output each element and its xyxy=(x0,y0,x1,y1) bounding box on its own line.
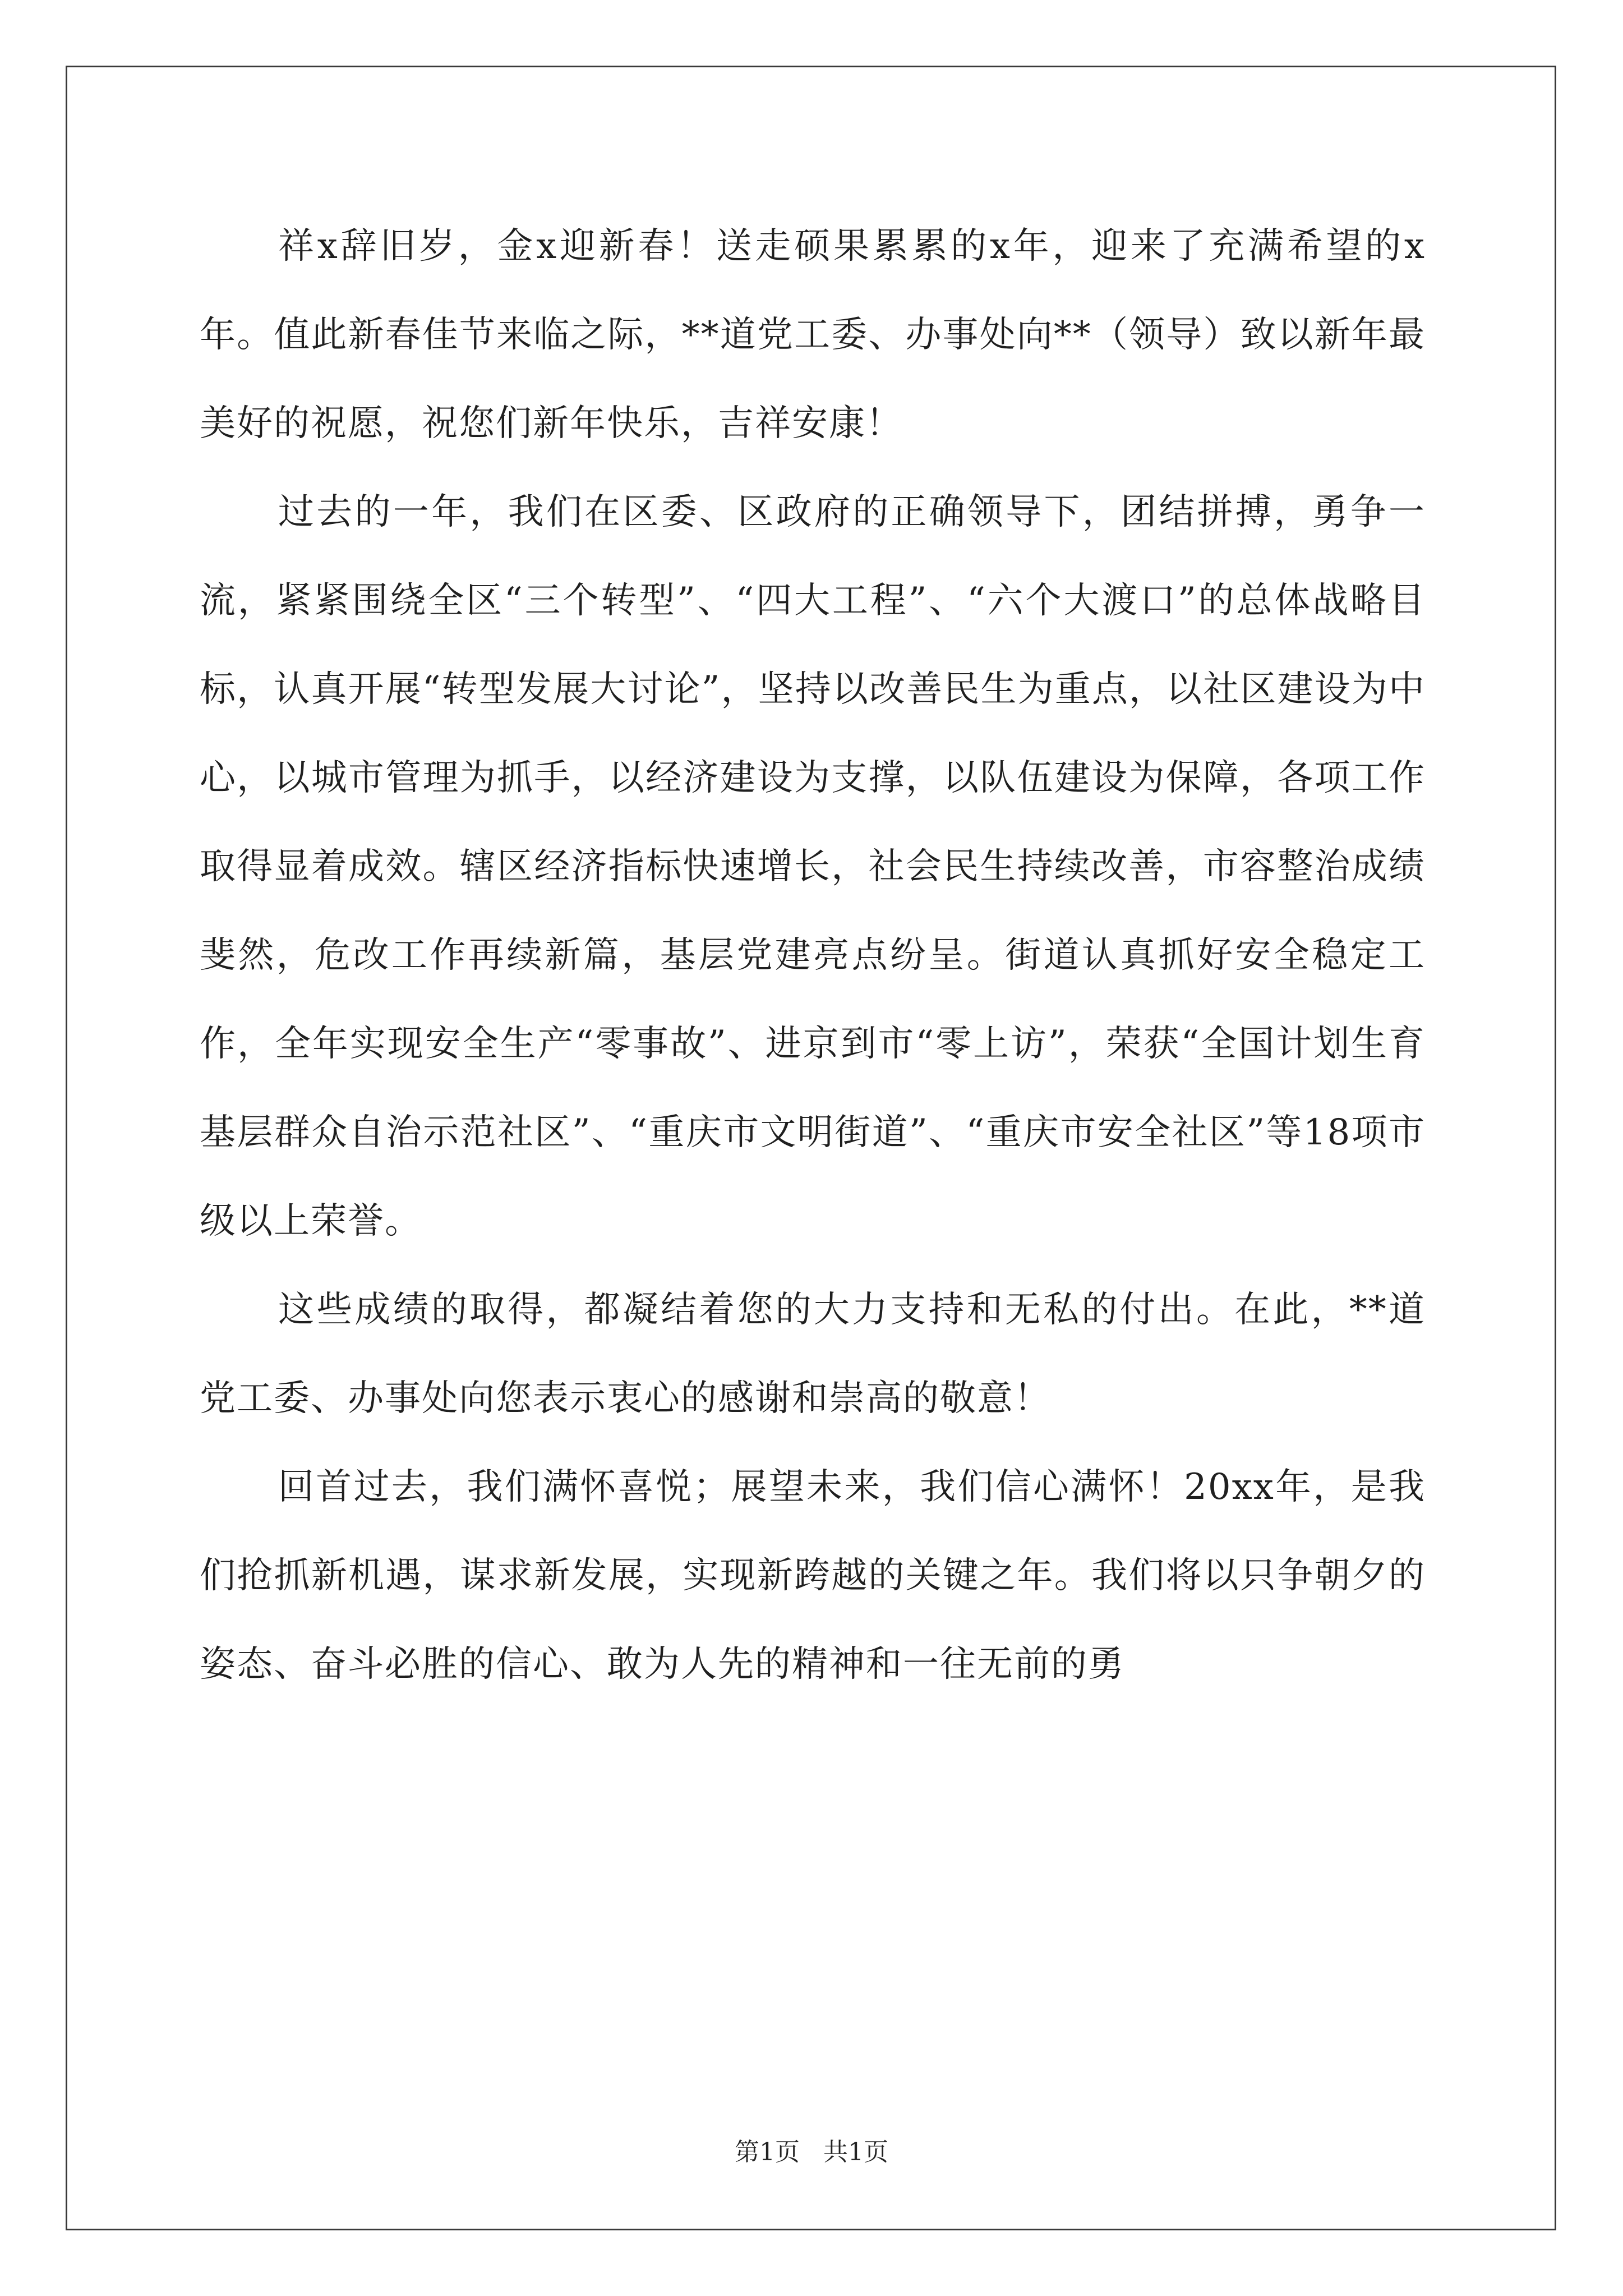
page-total: 共1页 xyxy=(823,2138,888,2166)
paragraph-greeting: 祥x辞旧岁，金x迎新春！送走硕果累累的x年，迎来了充满希望的x年。值此新春佳节来临之际，**道党工委、办事处向**（领导）致以新年最美好的祝愿，祝您们新年快乐，吉祥安康！ xyxy=(200,226,1426,444)
page-footer xyxy=(0,2132,1623,2168)
page-number: 第1页 xyxy=(735,2138,800,2166)
paragraph-achievements: 过去的一年，我们在区委、区政府的正确领导下，团结拼搏，勇争一流，紧紧围绕全区“三个转型”、“四大工程”、“六个大渡口”的总体战略目标，认真开展“转型发展大讨论”，坚持以改善民生为重点，以社区建设为中心，以城市管理为抓手，以经济建设为支撑，以队伍建设为保障，各项工作取得显着成效。辖区经济指标快速增长，社会民生持续改善，市容整治成绩斐然，危改工作再续新篇，基层党建亮点纷呈。街道认真抓好安全稳定工作，全年实现安全生产“零事故”、进京到市“零上访”，荣获“全国计划生育基层群众自治示范社区”、“重庆市文明街道”、“重庆市安全社区”等18项市级以上荣誉。 xyxy=(200,491,1426,1242)
paragraph-thanks: 这些成绩的取得，都凝结着您的大力支持和无私的付出。在此，**道党工委、办事处向您表示衷心的感谢和崇高的敬意！ xyxy=(200,1289,1426,1419)
paragraph-outlook: 回首过去，我们满怀喜悦；展望未来，我们信心满怀！20xx年，是我们抢抓新机遇，谋求新发展，实现新跨越的关键之年。我们将以只争朝夕的姿态、奋斗必胜的信心、敢为人先的精神和一往无前的勇 xyxy=(200,1466,1426,1685)
document-body xyxy=(200,202,1426,1709)
